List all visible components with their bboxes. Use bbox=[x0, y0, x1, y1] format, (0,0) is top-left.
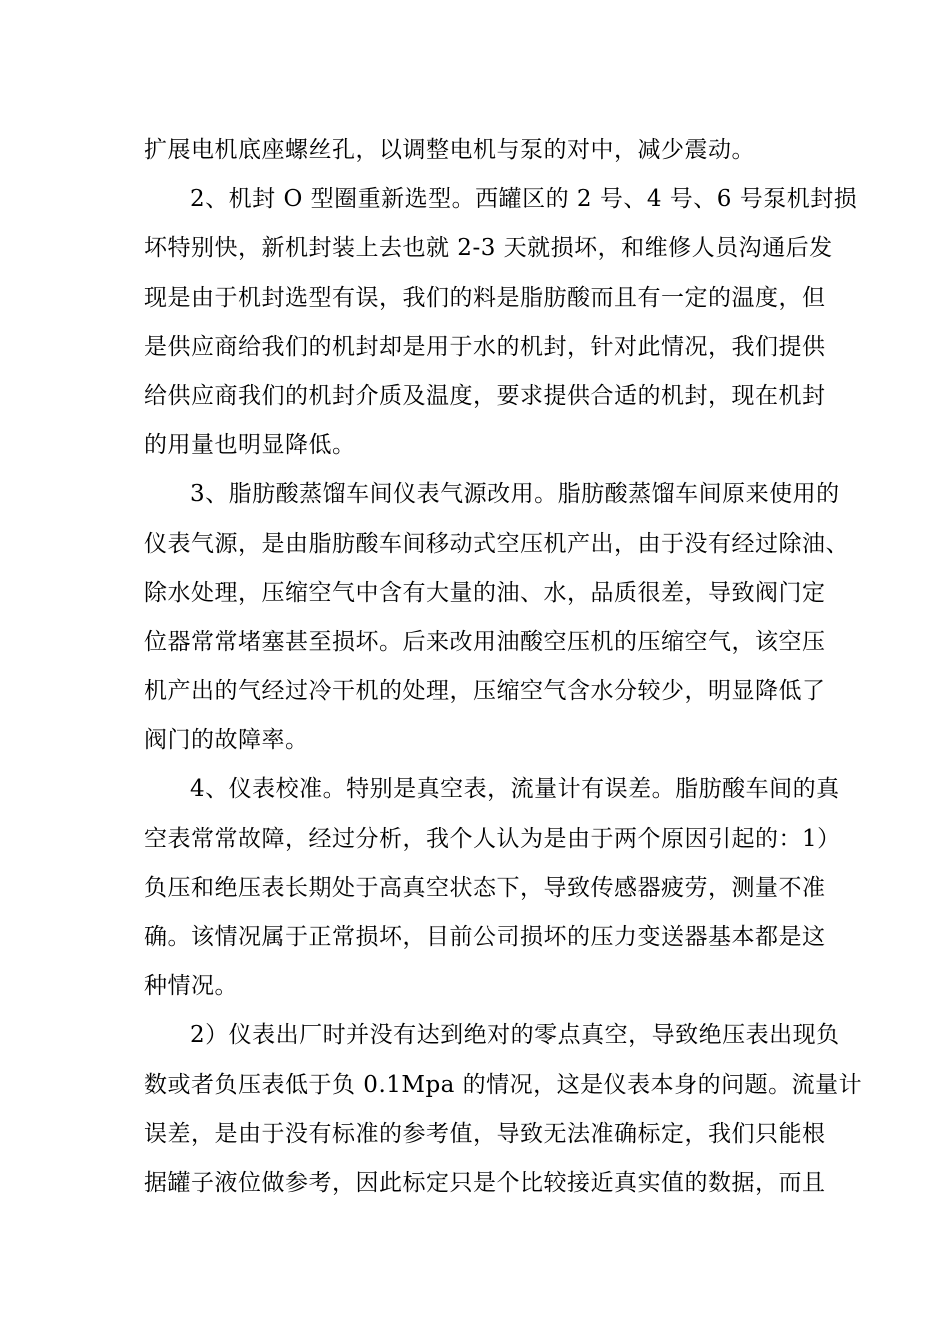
document-body bbox=[144, 126, 863, 1208]
text-line: 数或者负压表低于负 0.1Mpa 的情况，这是仪表本身的问题。流量计 bbox=[144, 1071, 863, 1098]
paragraph-item-4-calibration bbox=[144, 765, 844, 1011]
text-line: 误差，是由于没有标准的参考值，导致无法准确标定，我们只能根 bbox=[144, 1120, 826, 1147]
paragraph-reason-2 bbox=[144, 1011, 863, 1208]
paragraph-item-3-air-source bbox=[144, 470, 849, 765]
text-line: 给供应商我们的机封介质及温度，要求提供合适的机封，现在机封 bbox=[144, 382, 826, 409]
text-line: 确。该情况属于正常损坏，目前公司损坏的压力变送器基本都是这 bbox=[144, 924, 826, 950]
text-line: 3、脂肪酸蒸馏车间仪表气源改用。脂肪酸蒸馏车间原来使用的 bbox=[190, 481, 840, 508]
text-line: 机产出的气经过冷干机的处理，压缩空气含水分较少，明显降低了 bbox=[144, 678, 826, 705]
text-line: 空表常常故障，经过分析，我个人认为是由于两个原因引起的：1） bbox=[144, 825, 841, 852]
text-line: 阀门的故障率。 bbox=[144, 727, 309, 754]
text-line: 种情况。 bbox=[144, 973, 238, 1000]
paragraph-continuation bbox=[144, 126, 844, 175]
text-line: 负压和绝压表长期处于高真空状态下，导致传感器疲劳，测量不准 bbox=[144, 874, 826, 901]
text-line: 坏特别快，新机封装上去也就 2-3 天就损坏，和维修人员沟通后发 bbox=[144, 235, 833, 262]
text-line: 4、仪表校准。特别是真空表，流量计有误差。脂肪酸车间的真 bbox=[190, 776, 840, 803]
text-line: 现是由于机封选型有误，我们的料是脂肪酸而且有一定的温度，但 bbox=[144, 284, 826, 311]
paragraph-item-2-seal-oring bbox=[144, 175, 858, 470]
text-line: 据罐子液位做参考，因此标定只是个比较接近真实值的数据，而且 bbox=[144, 1169, 826, 1196]
text-line: 扩展电机底座螺丝孔，以调整电机与泵的对中，减少震动。 bbox=[144, 137, 755, 163]
text-line: 2、机封 O 型圈重新选型。西罐区的 2 号、4 号、6 号泵机封损 bbox=[190, 186, 858, 213]
text-line: 是供应商给我们的机封却是用于水的机封，针对此情况，我们提供 bbox=[144, 333, 826, 360]
text-line: 仪表气源，是由脂肪酸车间移动式空压机产出，由于没有经过除油、 bbox=[144, 530, 849, 557]
text-line: 的用量也明显降低。 bbox=[144, 432, 356, 459]
text-line: 2）仪表出厂时并没有达到绝对的零点真空，导致绝压表出现负 bbox=[190, 1022, 840, 1049]
text-line: 除水处理，压缩空气中含有大量的油、水，品质很差，导致阀门定 bbox=[144, 579, 826, 606]
text-line: 位器常常堵塞甚至损坏。后来改用油酸空压机的压缩空气，该空压 bbox=[144, 628, 826, 655]
